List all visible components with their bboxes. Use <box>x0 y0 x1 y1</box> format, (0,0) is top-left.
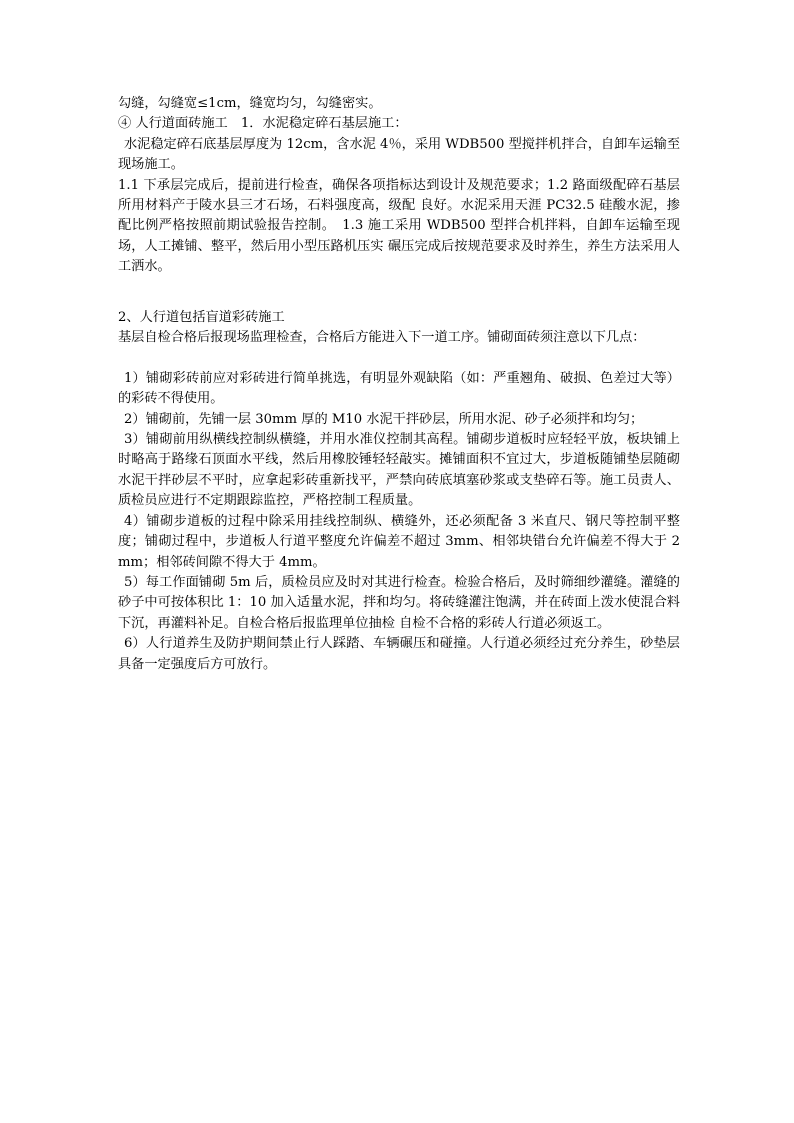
list-item-2: 2）铺砌前，先铺一层 30mm 厚的 M10 水泥干拌砂层，所用水泥、砂子必须拌和均匀； <box>124 411 644 427</box>
paragraph-joint-note: 勾缝，勾缝宽≤1cm，缝宽均匀，勾缝密实。 <box>118 96 382 111</box>
section-heading-sidewalk: 2、人行道包括盲道彩砖施工 <box>118 309 285 325</box>
list-item-4: 4）铺砌步道板的过程中除采用挂线控制纵、横缝外，还必须配备 3 米直尺、钢尺等控制平整度；铺砌过程中，步道板人行道平整度允许偏差不超过 3mm、相邻块错台允许偏差不得大于 2 mm；相邻砖间隙不得大于 4mm。 <box>118 513 680 570</box>
paragraph-procedure: 1.1 下承层完成后，提前进行检查，确保各项指标达到设计及规范要求；1.2 路面级配碎石基层所用材料产于陵水县三才石场，石料强度高，级配 良好。水泥采用天涯 PC32.5 硅酸水泥，掺配比例严格按照前期试验报告控制。 1.3 施工采用 WDB500 型拌合机拌料，自卸车运输至现场，人工摊铺、整平，然后用小型压路机压实 碾压完成后按规范要求及时养生，养生方法采用人工洒水。 <box>118 177 680 275</box>
document-page <box>118 94 680 675</box>
section-heading-paving: ④ 人行道面砖施工 1．水泥稳定碎石基层施工： <box>118 116 408 132</box>
list-item-3: 3）铺砌前用纵横线控制纵横缝，并用水准仪控制其高程。铺砌步道板时应轻轻平放，板块铺上时略高于路缘石顶面水平线，然后用橡胶锤轻轻敲实。摊铺面积不宜过大，步道板随铺垫层随砌 水泥干拌砂层不平时，应拿起彩砖重新找平，严禁向砖底填塞砂浆或支垫碎石等。施工员责人、质检员应进行不定期跟踪监控，严格控制工程质量。 <box>118 432 680 509</box>
list-item-6: 6）人行道养生及防护期间禁止行人踩踏、车辆碾压和碰撞。人行道必须经过充分养生，砂垫层具备一定强度后方可放行。 <box>118 636 680 672</box>
list-item-5: 5）每工作面铺砌 5m 后，质检员应及时对其进行检查。检验合格后，及时筛细纱灌缝。灌缝的砂子中可按体积比 1：10 加入适量水泥，拌和均匀。将砖缝灌注饱满，并在砖面上泼水使混合料下沉，再灌料补足。自检合格后报监理单位抽检 自检不合格的彩砖人行道必须返工。 <box>118 574 680 631</box>
paragraph-inspection: 基层自检合格后报现场监理检查，合格后方能进入下一道工序。铺砌面砖须注意以下几点： <box>118 330 646 346</box>
spacer <box>118 278 680 308</box>
paragraph-base-layer: 水泥稳定碎石底基层厚度为 12cm，含水泥 4％，采用 WDB500 型搅拌机拌合，自卸车运输至现场施工。 <box>118 136 681 173</box>
list-item-1: 1）铺砌彩砖前应对彩砖进行简单挑选，有明显外观缺陷（如：严重翘角、破损、色差过大等）的彩砖不得使用。 <box>118 370 680 407</box>
spacer <box>118 348 680 368</box>
